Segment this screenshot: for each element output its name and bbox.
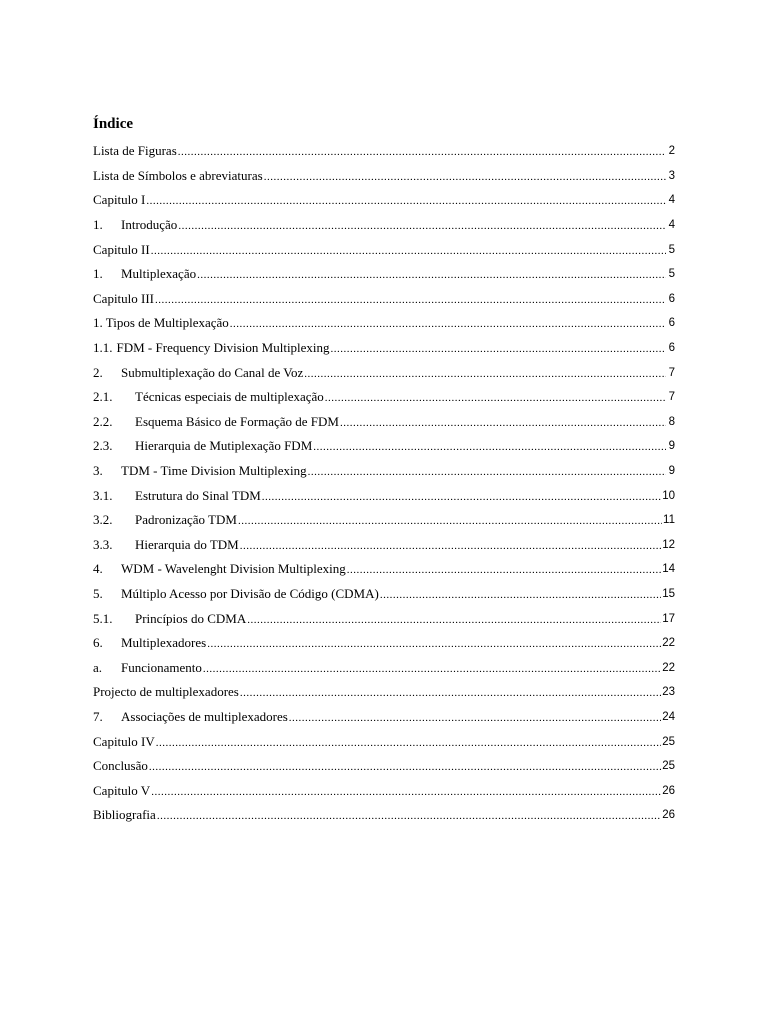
toc-entry[interactable]: [93, 459, 675, 484]
toc-entry[interactable]: [93, 262, 675, 287]
toc-entry[interactable]: [93, 385, 675, 410]
toc-entry[interactable]: [93, 803, 675, 828]
toc-entry-number: 1.: [93, 217, 103, 233]
toc-entry-page-number: 17: [662, 612, 675, 625]
dot-leader: [155, 294, 666, 306]
toc-entry-number: 4.: [93, 561, 103, 577]
toc-entry-page-number: 25: [662, 760, 675, 773]
dot-leader: [151, 245, 666, 257]
toc-entry[interactable]: [93, 434, 675, 459]
toc-entry-number: 3.: [93, 463, 103, 479]
toc-entry-text: Padronização TDM: [135, 512, 237, 528]
dot-leader: [207, 638, 661, 650]
toc-entry-number: 3.2.: [93, 512, 113, 528]
toc-entry-page-number: 15: [662, 587, 675, 600]
dot-leader: [178, 220, 666, 232]
toc-entry-page-number: 5: [668, 243, 675, 256]
toc-entry-page-number: 26: [662, 784, 675, 797]
dot-leader: [262, 491, 661, 503]
toc-entry-text: Múltiplo Acesso por Divisão de Código (CDMA): [121, 585, 379, 601]
dot-leader: [146, 195, 666, 207]
toc-entry-number: 3.1.: [93, 487, 113, 503]
toc-entry-number: 6.: [93, 635, 103, 651]
toc-entry-text: Funcionamento: [121, 659, 202, 675]
toc-entry-number: 2.3.: [93, 438, 113, 454]
toc-entry-text: Capitulo II: [93, 241, 150, 257]
toc-entry[interactable]: [93, 778, 675, 803]
dot-leader: [325, 392, 666, 404]
toc-entry-page-number: 22: [662, 637, 675, 650]
toc-entry[interactable]: [93, 336, 675, 361]
dot-leader: [247, 614, 661, 626]
toc-entry-page-number: 22: [662, 661, 675, 674]
toc-title: Índice: [93, 116, 134, 132]
toc-entry[interactable]: [93, 606, 675, 631]
toc-entry-text: WDM - Wavelenght Division Multiplexing: [121, 561, 346, 577]
toc-entry-text: Estrutura do Sinal TDM: [135, 487, 261, 503]
toc-entry-page-number: 23: [662, 686, 675, 699]
toc-entry[interactable]: [93, 139, 675, 164]
toc-entry-page-number: 6: [668, 317, 675, 330]
toc-entry-text: Multiplexação: [121, 266, 197, 282]
toc-entry-text: FDM - Frequency Division Multiplexing: [116, 340, 330, 356]
toc-entry-number: 2.1.: [93, 389, 113, 405]
dot-leader: [340, 417, 666, 429]
dot-leader: [197, 269, 666, 281]
toc-entry-text: Capitulo I: [93, 192, 146, 208]
toc-entry-page-number: 6: [668, 292, 675, 305]
toc-entry[interactable]: [93, 311, 675, 336]
toc-entry[interactable]: [93, 655, 675, 680]
toc-entry[interactable]: [93, 729, 675, 754]
toc-entry-page-number: 26: [662, 809, 675, 822]
toc-entry-page-number: 11: [663, 514, 675, 527]
toc-entry-text: 1. Tipos de Multiplexação: [93, 315, 229, 331]
toc-entry-text: Submultiplexação do Canal de Voz: [121, 364, 304, 380]
toc-entry-number: 3.3.: [93, 536, 113, 552]
toc-entry-page-number: 7: [668, 366, 675, 379]
toc-entry-text: Introdução: [121, 217, 178, 233]
toc-entry[interactable]: [93, 164, 675, 189]
toc-entry-number: 5.: [93, 585, 103, 601]
dot-leader: [203, 663, 661, 675]
dot-leader: [240, 687, 661, 699]
dot-leader: [331, 343, 666, 355]
toc-entry-page-number: 10: [662, 489, 675, 502]
toc-entry-text: Associações de multiplexadores: [121, 708, 288, 724]
toc-entry-text: Princípios do CDMA: [135, 610, 247, 626]
toc-entry[interactable]: [93, 631, 675, 656]
dot-leader: [380, 589, 661, 601]
toc-entry[interactable]: [93, 582, 675, 607]
toc-entry-number: 1.1.: [93, 340, 113, 356]
dot-leader: [308, 466, 666, 478]
dot-leader: [149, 761, 661, 773]
dot-leader: [230, 318, 666, 330]
toc-entry-text: Hierarquia de Mutiplexação FDM: [135, 438, 313, 454]
toc-entry-text: Bibliografia: [93, 807, 156, 823]
dot-leader: [238, 515, 662, 527]
dot-leader: [151, 786, 661, 798]
dot-leader: [289, 712, 661, 724]
toc-entry-page-number: 3: [668, 169, 675, 182]
toc-entry-page-number: 7: [668, 391, 675, 404]
toc-entry-page-number: 2: [668, 145, 675, 158]
toc-entry-page-number: 9: [668, 465, 675, 478]
toc-entry-number: 5.1.: [93, 610, 113, 626]
toc-entry[interactable]: [93, 680, 675, 705]
dot-leader: [240, 540, 661, 552]
toc-entry-text: Capitulo V: [93, 782, 151, 798]
toc-list: [93, 139, 675, 828]
toc-entry-text: Projecto de multiplexadores: [93, 684, 239, 700]
toc-entry-page-number: 4: [668, 194, 675, 207]
toc-entry-number: a.: [93, 659, 103, 675]
toc-entry-text: Lista de Figuras: [93, 143, 177, 159]
toc-entry-page-number: 25: [662, 735, 675, 748]
toc-entry-number: 2.2.: [93, 413, 113, 429]
toc-entry-page-number: 24: [662, 710, 675, 723]
toc-entry-page-number: 4: [668, 219, 675, 232]
dot-leader: [304, 368, 666, 380]
toc-entry[interactable]: [93, 410, 675, 435]
toc-entry-page-number: 14: [662, 563, 675, 576]
toc-entry-text: Capitulo IV: [93, 733, 155, 749]
toc-entry-text: Esquema Básico de Formação de FDM: [135, 413, 339, 429]
toc-entry-text: TDM - Time Division Multiplexing: [121, 463, 307, 479]
toc-entry[interactable]: [93, 360, 675, 385]
toc-entry[interactable]: [93, 533, 675, 558]
toc-entry-text: Capitulo III: [93, 290, 155, 306]
toc-entry[interactable]: [93, 705, 675, 730]
toc-entry-page-number: 12: [662, 538, 675, 551]
toc-entry-text: Hierarquia do TDM: [135, 536, 239, 552]
toc-entry[interactable]: [93, 754, 675, 779]
dot-leader: [178, 146, 666, 158]
toc-entry-text: Técnicas especiais de multiplexação: [135, 389, 324, 405]
toc-entry-page-number: 5: [668, 268, 675, 281]
toc-entry-number: 2.: [93, 364, 103, 380]
toc-entry[interactable]: [93, 287, 675, 312]
toc-entry-page-number: 6: [668, 342, 675, 355]
toc-entry[interactable]: [93, 483, 675, 508]
toc-entry[interactable]: [93, 213, 675, 238]
toc-entry[interactable]: [93, 237, 675, 262]
toc-entry-text: Multiplexadores: [121, 635, 207, 651]
dot-leader: [264, 171, 666, 183]
dot-leader: [156, 737, 661, 749]
toc-entry-page-number: 8: [668, 415, 675, 428]
dot-leader: [347, 564, 661, 576]
toc-entry[interactable]: [93, 508, 675, 533]
dot-leader: [157, 810, 661, 822]
toc-entry-text: Lista de Símbolos e abreviaturas: [93, 167, 263, 183]
toc-entry[interactable]: [93, 188, 675, 213]
toc-entry-number: 7.: [93, 708, 103, 724]
toc-entry-number: 1.: [93, 266, 103, 282]
toc-entry-text: Conclusão: [93, 758, 148, 774]
dot-leader: [313, 441, 666, 453]
toc-entry[interactable]: [93, 557, 675, 582]
toc-entry-page-number: 9: [668, 440, 675, 453]
